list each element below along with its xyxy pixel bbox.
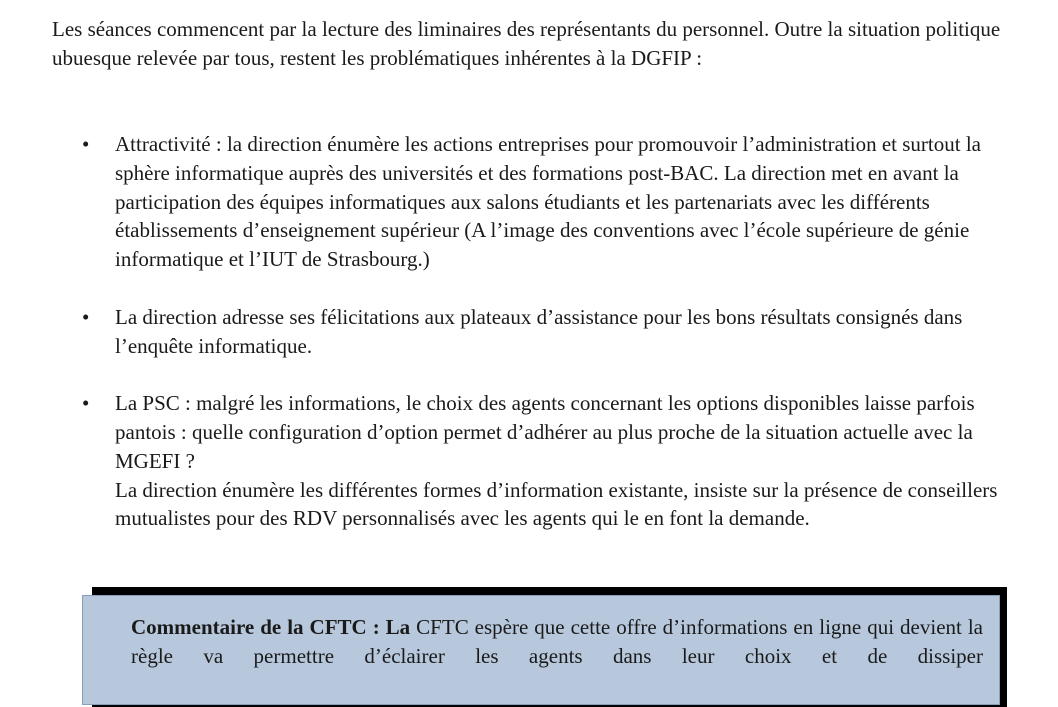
bullet-item-psc — [0, 389, 1010, 533]
comment-text: CFTC espère que cette offre d’informations en ligne qui devient la règle va permettre d’éclairer les agents dans leur choix et de dissiper — [131, 615, 983, 668]
bullet-icon: • — [82, 391, 90, 416]
comment-paragraph — [131, 613, 983, 671]
bullet-paragraph: La direction adresse ses félicitations aux plateaux d’assistance pour les bons résultats consignés dans l’enquête informatique. — [115, 304, 963, 358]
bullet-icon: • — [82, 304, 90, 329]
bullet-icon: • — [82, 132, 90, 156]
comment-label: Commentaire de la CFTC : La — [131, 615, 411, 639]
intro-paragraph: Les séances commencent par la lecture des liminaires des représentants du personnel. Outre la situation politique ubuesque relevée par tous, restent les problématiques inhérentes à la DGFIP : — [52, 17, 1001, 70]
bullet-item-attractivite — [0, 130, 1010, 274]
bullet-item-felicitations — [0, 303, 1010, 361]
bullet-paragraph: La PSC : malgré les informations, le choix des agents concernant les options disponibles laisse parfois pantois : quelle configuration d’option permet d’adhérer au plus proche de la situation actuelle avec la MGEFI ? — [115, 391, 975, 473]
bullet-list — [0, 130, 1058, 562]
bullet-paragraph: Attractivité : la direction énumère les actions entreprises pour promouvoir l’administration et surtout la sphère informatique auprès des universités et des formations post-BAC. La direction met en avant la participation des équipes informatiques aux salons étudiants et les partenariats avec les différents établissements d’enseignement supérieur (A l’image des conventions avec l’école supérieure de génie informatique et l’IUT de Strasbourg.) — [115, 132, 982, 272]
cftc-comment-box — [82, 595, 1000, 705]
bullet-paragraph: La direction énumère les différentes formes d’information existante, insiste sur la présence de conseillers mutualistes pour des RDV personnalisés avec les agents qui le en font la demande. — [115, 477, 998, 531]
